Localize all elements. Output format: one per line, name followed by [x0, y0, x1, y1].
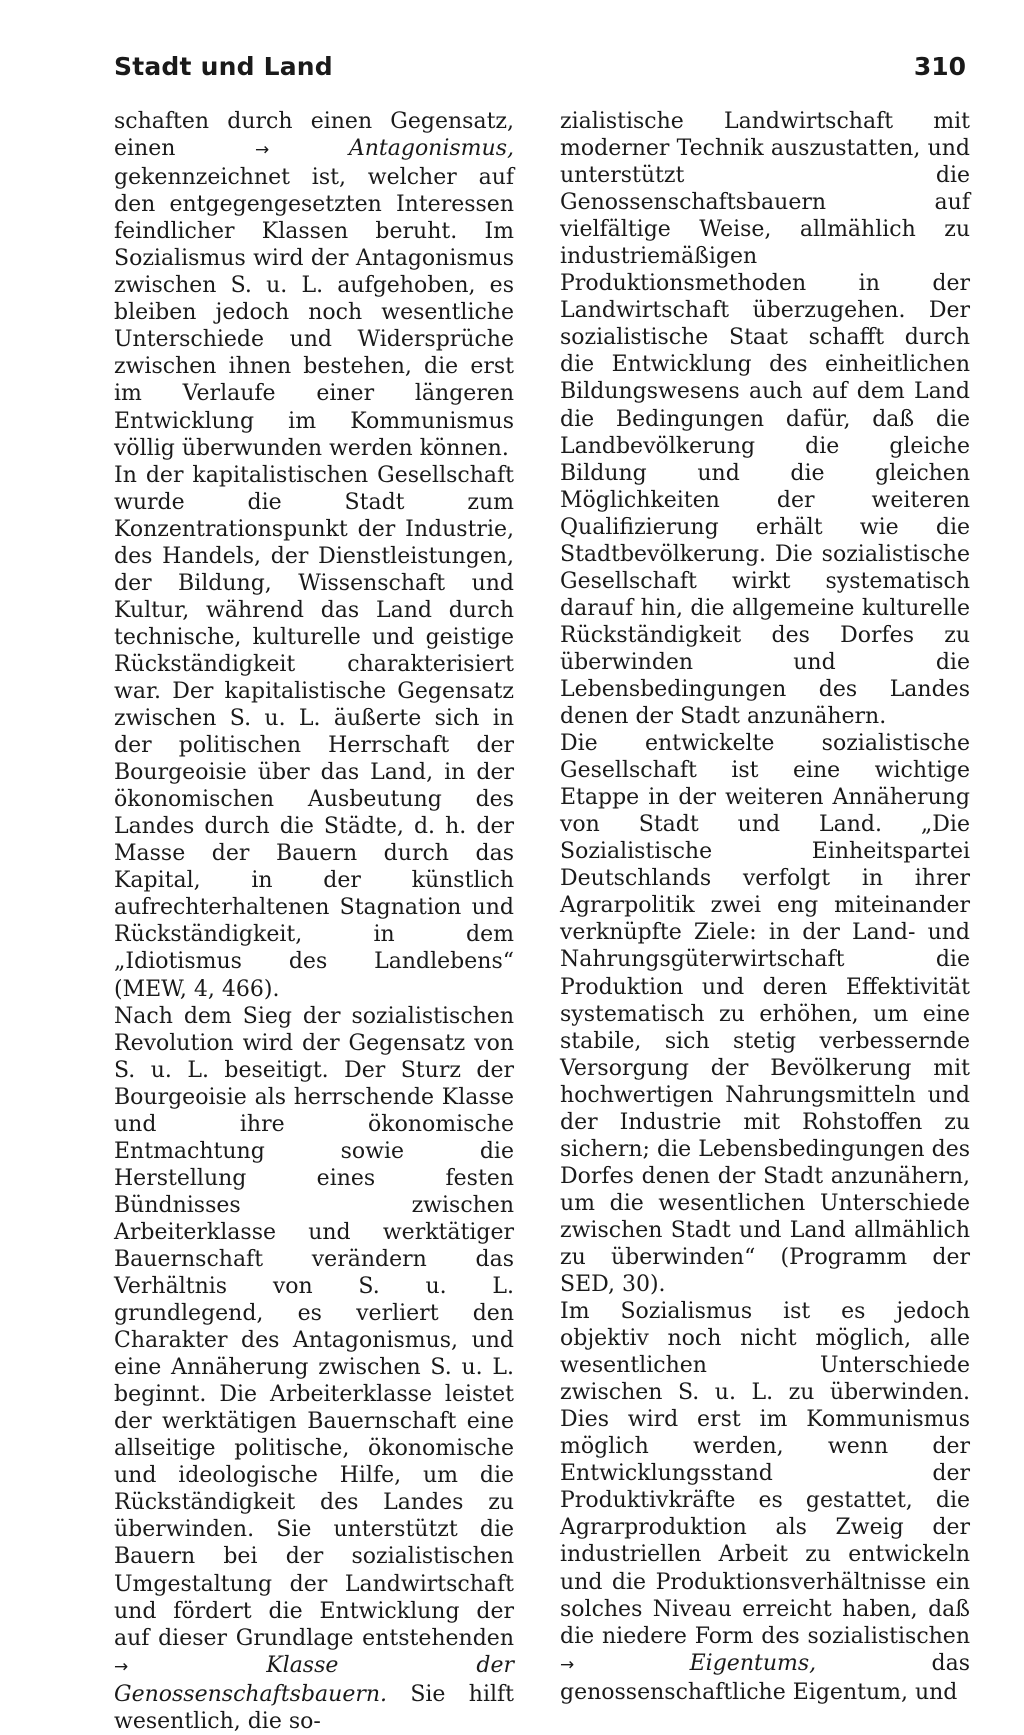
paragraph: zialistische Landwirtschaft mit moderner Technik auszustatten, und unterstützt die Genossenschaftsbauern auf vielfältige Weise, allmählich zu industriemäßigen Produktionsmethoden in der Landwirtschaft überzugehen. Der sozialistische Staat schafft durch die Entwicklung des einheitlichen Bildungswesens auch auf dem Land die Bedingungen dafür, daß die Landbevölkerung die gleiche Bildung und die gleichen Möglichkeiten der weiteren Qualifizierung erhält wie die Stadtbevölkerung. Die sozialistische Gesellschaft wirkt systematisch darauf hin, die allgemeine kulturelle Rückständigkeit des Dorfes zu überwinden und die Lebensbedingungen des Landes denen der Stadt anzunähern. [560, 109, 970, 730]
cross-reference-link[interactable]: Antagonismus, [348, 136, 514, 162]
paragraph [560, 1298, 970, 1706]
page-header-title: Stadt und Land [114, 52, 333, 81]
paragraph: In der kapitalistischen Gesellschaft wurde die Stadt zum Konzentrationspunkt der Industrie, des Handels, der Dienstleistungen, der Bildung, Wissenschaft und Kultur, während das Land durch technische, kulturelle und geistige Rückständigkeit charakterisiert war. Der kapitalistische Gegensatz zwischen S. u. L. äußerte sich in der politischen Herrschaft der Bourgeoisie über das Land, in der ökonomischen Ausbeutung des Landes durch die Städte, d. h. der Masse der Bauern durch das Kapital, in der künstlich aufrechterhaltenen Stagnation und Rückständigkeit, in dem „Idiotismus des Landlebens“ (MEW, 4, 466). [114, 462, 514, 1002]
paragraph [114, 1003, 514, 1735]
cross-reference-arrow-icon: → [114, 1656, 129, 1677]
paragraph-text: gekennzeichnet ist, welcher auf den entgegengesetzten Interessen feindlicher Klassen beruht. Im Sozialismus wird der Antagonismus zwischen S. u. L. aufgehoben, es bleiben jedoch noch wesentliche Unterschiede und Widersprüche zwischen ihnen bestehen, die erst im Verlaufe einer längeren Entwicklung im Kommunismus völlig überwunden werden können. [114, 165, 514, 461]
right-column [560, 108, 970, 1706]
paragraph-text: Im Sozialismus ist es jedoch objektiv noch nicht möglich, alle wesentlichen Unterschiede zwischen S. u. L. zu überwinden. Dies wird erst im Kommunismus möglich werden, wenn der Entwicklungsstand der Produktivkräfte es gestattet, die Agrarproduktion als Zweig der industriellen Arbeit zu entwickeln und die Produktionsverhältnisse ein solches Niveau erreicht haben, daß die niedere Form des sozialistischen [560, 1299, 970, 1649]
cross-reference-arrow-icon: → [560, 1654, 575, 1675]
paragraph-text: Nach dem Sieg der sozialistischen Revolution wird der Gegensatz von S. u. L. beseitigt. Der Sturz der Bourgeoisie als herrschende Klasse und ihre ökonomische Entmachtung sowie die Herstellung eines festen Bündnisses zwischen Arbeiterklasse und werktätiger Bauernschaft verändern das Verhältnis von S. u. L. grundlegend, es verliert den Charakter des Antagonismus, und eine Annäherung zwischen S. u. L. beginnt. Die Arbeiterklasse leistet der werktätigen Bauernschaft eine allseitige politische, ökonomische und ideologische Hilfe, um die Rückständigkeit des Landes zu überwinden. Sie unterstützt die Bauern bei der sozialistischen Umgestaltung der Landwirtschaft und fördert die Entwicklung der auf dieser Grundlage entstehenden [114, 1003, 514, 1651]
left-column [114, 108, 514, 1735]
cross-reference-link[interactable]: Klasse der Genossenschaftsbauern. [114, 1652, 514, 1707]
page-number: 310 [913, 52, 966, 81]
paragraph-text: Sie hilft wesentlich, die so- [114, 1681, 514, 1734]
paragraph-text: das genossenschaftliche Eigentum, und [560, 1650, 971, 1705]
paragraph [114, 108, 514, 462]
cross-reference-link[interactable]: Eigentums, [689, 1650, 817, 1676]
paragraph-text: schaften durch einen Gegensatz, einen [114, 109, 514, 162]
paragraph: Die entwickelte sozialistische Gesellschaft ist eine wichtige Etappe in der weiteren Annäherung von Stadt und Land. „Die Sozialistische Einheitspartei Deutschlands verfolgt in ihrer Agrarpolitik zwei eng miteinander verknüpfte Ziele: in der Land- und Nahrungsgüterwirtschaft die Produktion und deren Effektivität systematisch zu erhöhen, um eine stabile, sich stetig verbessernde Versorgung der Bevölkerung mit hochwertigen Nahrungsmitteln und der Industrie mit Rohstoffen zu sichern; die Lebensbedingungen des Dorfes denen der Stadt anzunähern, um die wesentlichen Unterschiede zwischen Stadt und Land allmählich zu überwinden“ (Programm der SED, 30). [560, 731, 970, 1298]
cross-reference-arrow-icon: → [255, 140, 270, 161]
